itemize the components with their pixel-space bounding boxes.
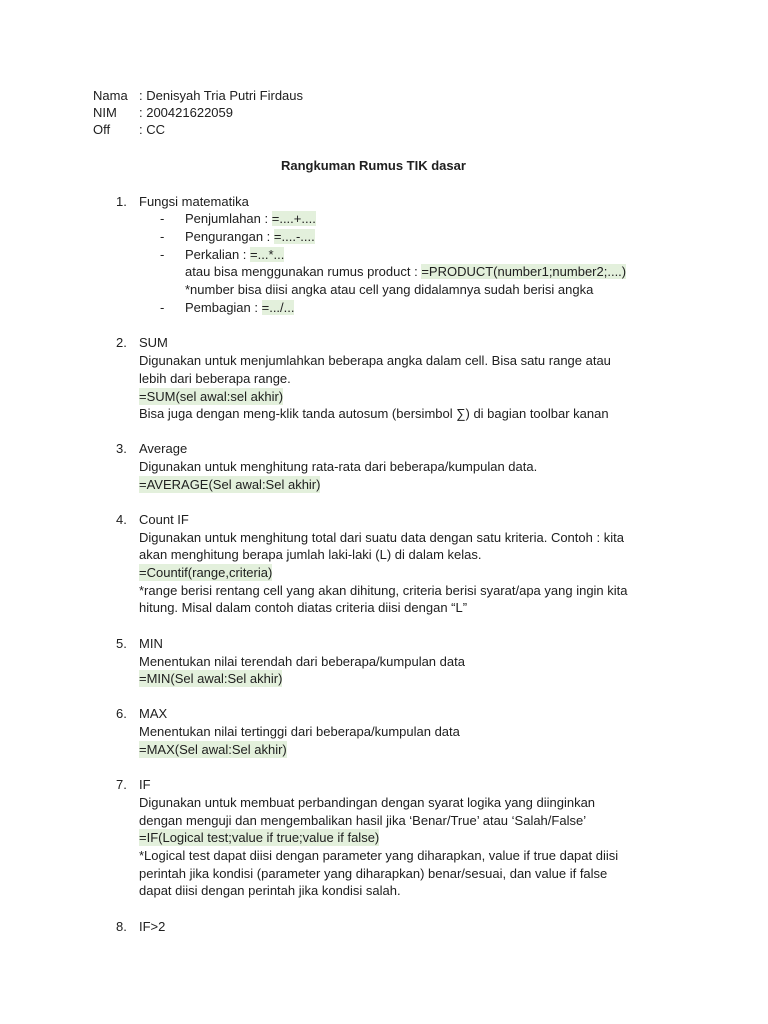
section-7-after: perintah jika kondisi (parameter yang diharapkan) benar/sesuai, dan value if false — [139, 866, 608, 881]
section-7-after: dapat diisi dengan perintah jika kondisi salah. — [139, 883, 401, 898]
section-4-after: *range berisi rentang cell yang akan dihitung, criteria berisi syarat/apa yang ingin kita — [139, 583, 628, 598]
formula-penjumlahan: =....+.... — [271, 211, 316, 226]
section-3-heading: Average — [139, 441, 188, 456]
sub-item-pengurangan: Pengurangan : =....-.... — [185, 229, 315, 244]
formula-pembagian: =.../... — [261, 300, 295, 315]
section-2-number: 2. — [116, 335, 127, 350]
section-2-heading: SUM — [139, 335, 168, 350]
sub-bullet-dash: - — [160, 211, 165, 226]
section-7-heading: IF — [139, 777, 151, 792]
nama-label: Nama — [93, 88, 128, 103]
section-1-number: 1. — [116, 194, 127, 209]
formula-product: =PRODUCT(number1;number2;....) — [421, 264, 627, 279]
sub-item-product-note: *number bisa diisi angka atau cell yang didalamnya sudah berisi angka — [185, 282, 594, 297]
section-7-number: 7. — [116, 777, 127, 792]
document-title: Rangkuman Rumus TIK dasar — [281, 158, 466, 173]
off-value: : CC — [139, 122, 165, 137]
nim-label: NIM — [93, 105, 117, 120]
section-6-number: 6. — [116, 706, 127, 721]
sub-bullet-dash: - — [160, 229, 165, 244]
section-8-heading: IF>2 — [139, 919, 166, 934]
section-6-formula: =MAX(Sel awal:Sel akhir) — [139, 742, 287, 757]
section-7-line: Digunakan untuk membuat perbandingan dengan syarat logika yang diinginkan — [139, 795, 596, 810]
section-5-number: 5. — [116, 636, 127, 651]
nim-value: : 200421622059 — [139, 105, 233, 120]
formula-pengurangan: =....-.... — [273, 229, 315, 244]
section-8-number: 8. — [116, 919, 127, 934]
sub-bullet-dash: - — [160, 247, 165, 262]
section-6-line: Menentukan nilai tertinggi dari beberapa/kumpulan data — [139, 724, 460, 739]
sub-item-pembagian: Pembagian : =.../... — [185, 300, 295, 315]
section-5-line: Menentukan nilai terendah dari beberapa/kumpulan data — [139, 654, 465, 669]
section-2-after: Bisa juga dengan meng-klik tanda autosum (bersimbol ∑) di bagian toolbar kanan — [139, 406, 609, 421]
off-label: Off — [93, 122, 111, 137]
section-3-number: 3. — [116, 441, 127, 456]
sub-bullet-dash: - — [160, 300, 165, 315]
section-2-line: lebih dari beberapa range. — [139, 371, 291, 386]
section-4-line: Digunakan untuk menghitung total dari suatu data dengan satu kriteria. Contoh : kita — [139, 530, 624, 545]
section-1-heading: Fungsi matematika — [139, 194, 249, 209]
section-4-line: akan menghitung berapa jumlah laki-laki (L) di dalam kelas. — [139, 547, 482, 562]
section-4-formula: =Countif(range,criteria) — [139, 565, 273, 580]
section-4-after: hitung. Misal dalam contoh diatas criteria diisi dengan “L” — [139, 600, 468, 615]
section-7-after: *Logical test dapat diisi dengan parameter yang diharapkan, value if true dapat diisi — [139, 848, 619, 863]
section-7-formula: =IF(Logical test;value if true;value if false) — [139, 830, 380, 845]
section-3-line: Digunakan untuk menghitung rata-rata dari beberapa/kumpulan data. — [139, 459, 538, 474]
section-2-formula: =SUM(sel awal:sel akhir) — [139, 389, 284, 404]
section-7-line: dengan menguji dan mengembalikan hasil jika ‘Benar/True’ atau ‘Salah/False’ — [139, 813, 587, 828]
section-4-heading: Count IF — [139, 512, 189, 527]
section-4-number: 4. — [116, 512, 127, 527]
section-6-heading: MAX — [139, 706, 168, 721]
nama-value: : Denisyah Tria Putri Firdaus — [139, 88, 304, 103]
sub-item-penjumlahan: Penjumlahan : =....+.... — [185, 211, 316, 226]
section-5-heading: MIN — [139, 636, 163, 651]
section-5-formula: =MIN(Sel awal:Sel akhir) — [139, 671, 283, 686]
section-2-line: Digunakan untuk menjumlahkan beberapa angka dalam cell. Bisa satu range atau — [139, 353, 611, 368]
sub-item-perkalian: Perkalian : =...*... — [185, 247, 285, 262]
section-3-formula: =AVERAGE(Sel awal:Sel akhir) — [139, 477, 321, 492]
sub-item-product: atau bisa menggunakan rumus product : =PRODUCT(number1;number2;....) — [185, 264, 627, 279]
formula-perkalian: =...*... — [250, 247, 285, 262]
